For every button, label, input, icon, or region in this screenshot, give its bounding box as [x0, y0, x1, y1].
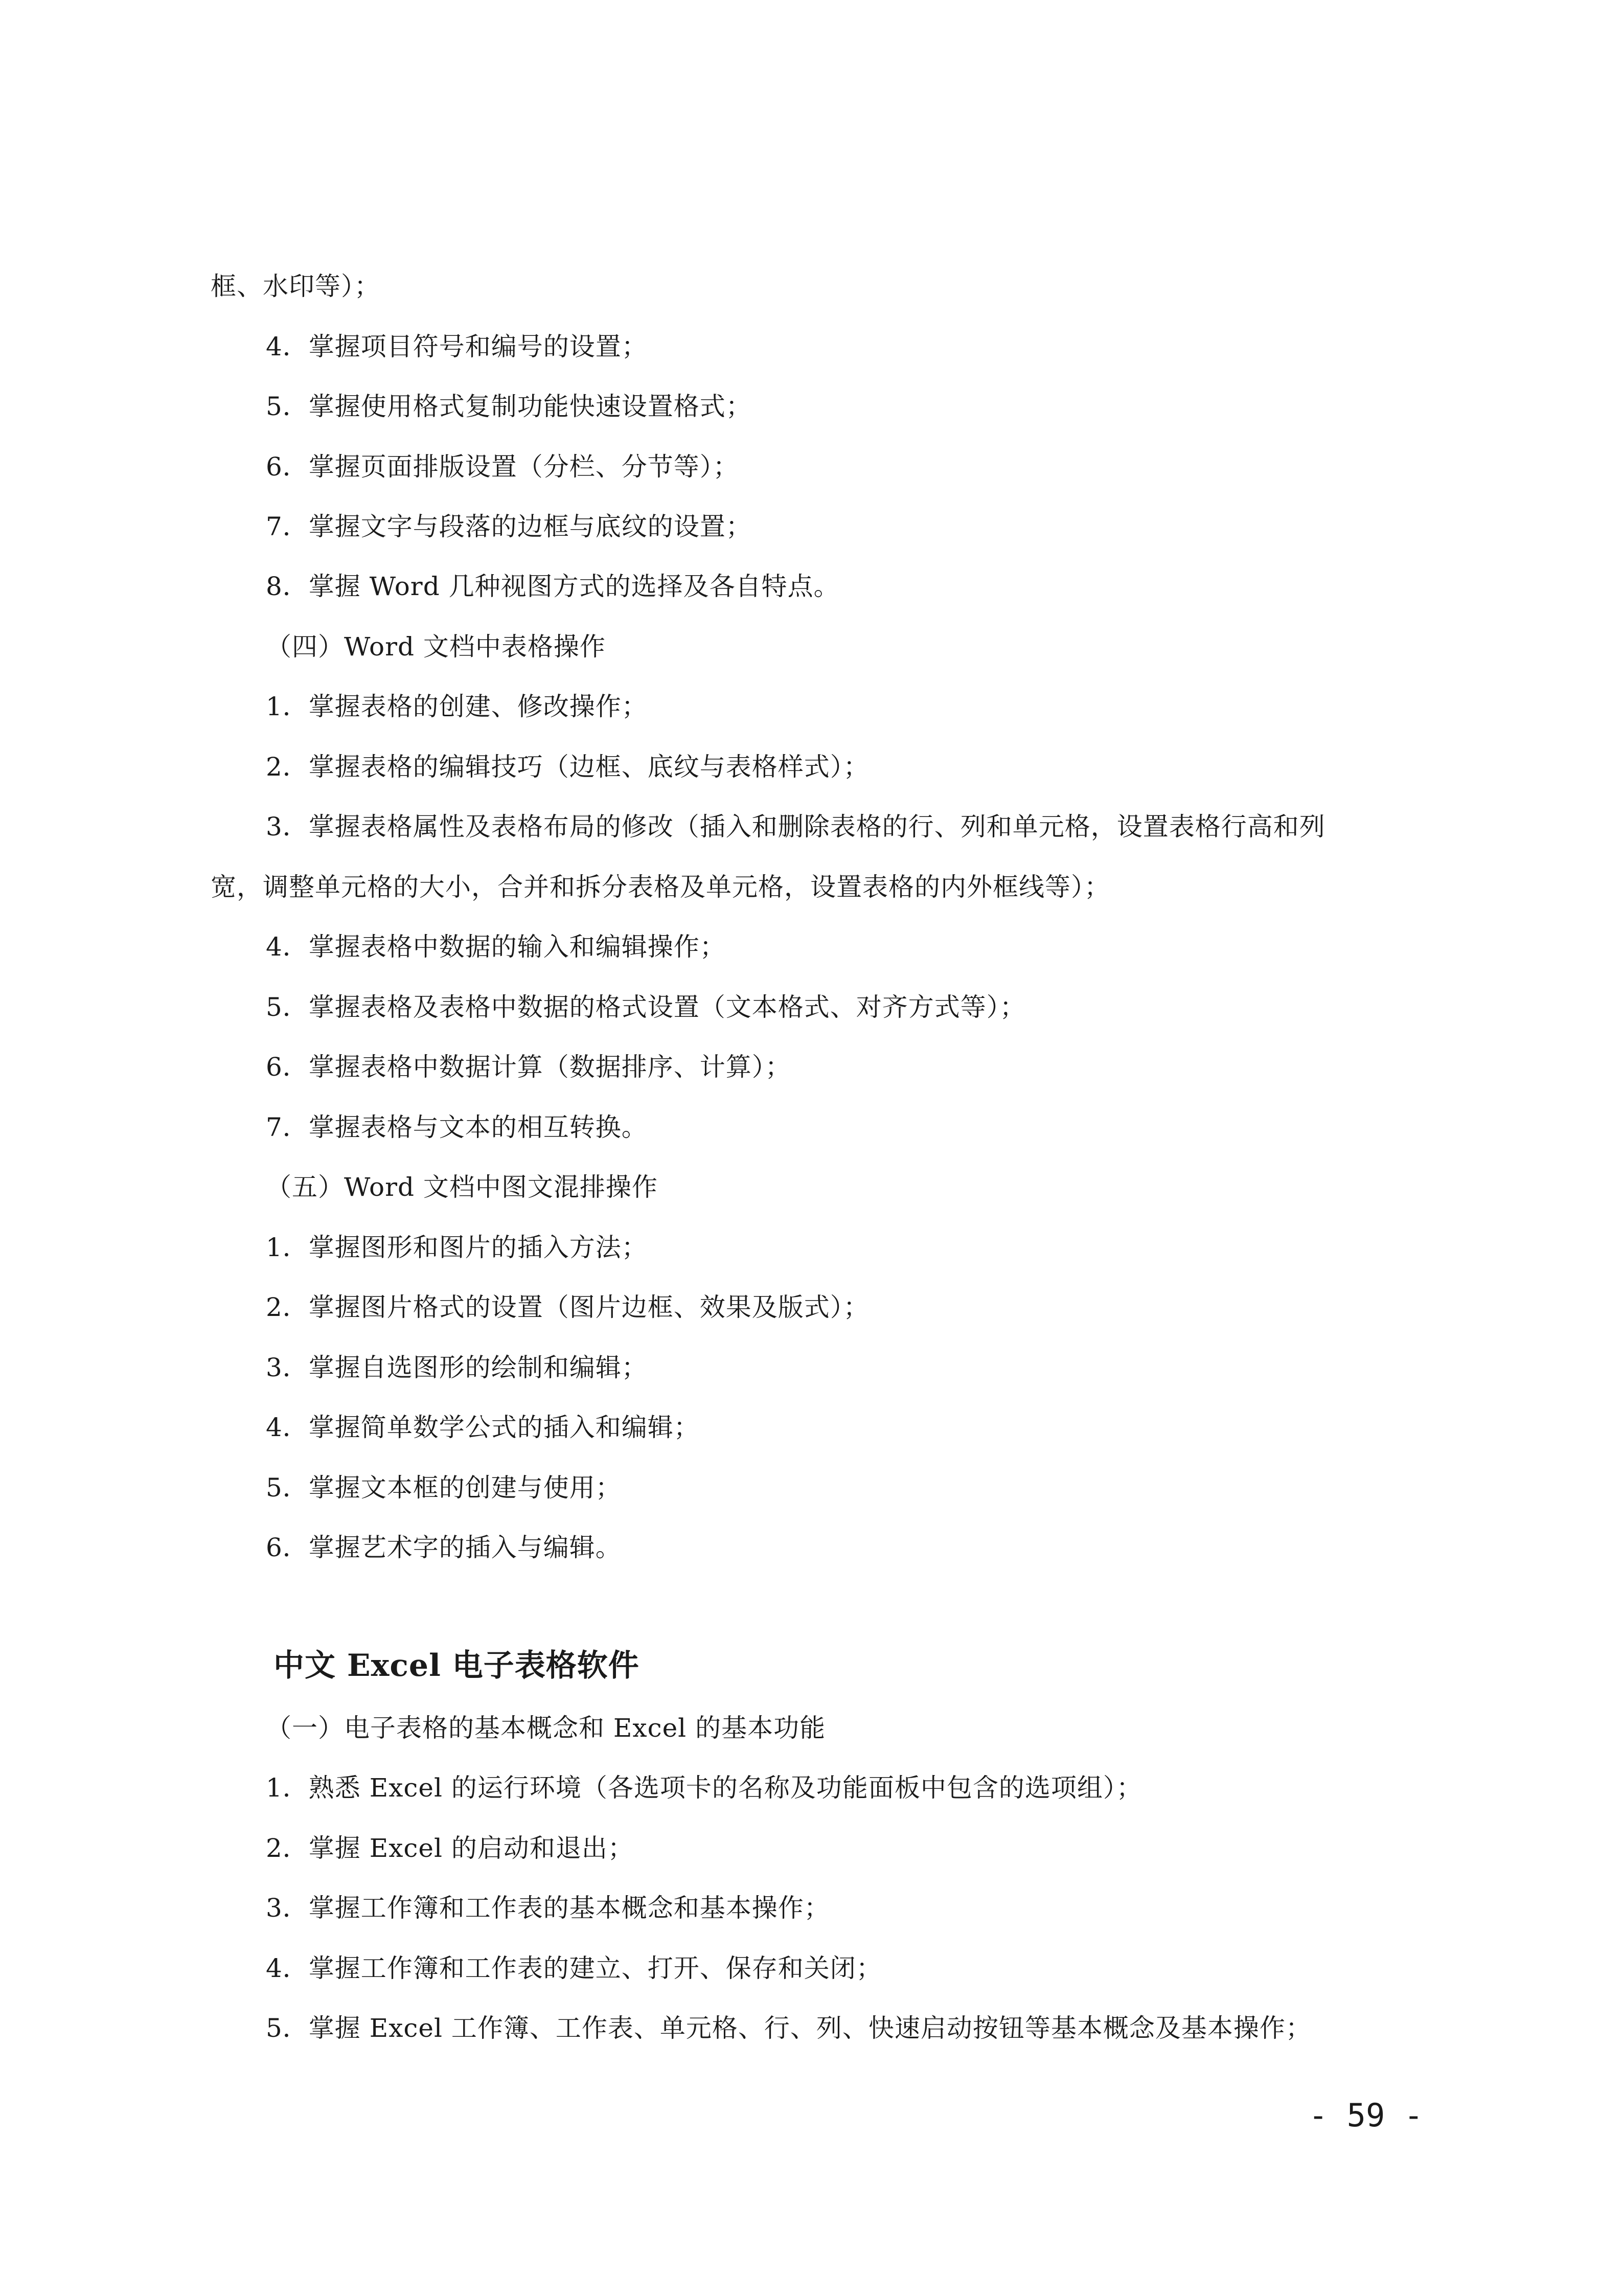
subsection-title: （五）Word 文档中图文混排操作	[266, 1172, 658, 1202]
subsection-title: （四）Word 文档中表格操作	[266, 632, 606, 662]
list-item: 4．掌握表格中数据的输入和编辑操作；	[266, 932, 726, 962]
subsection-title: （一）电子表格的基本概念和 Excel 的基本功能	[266, 1713, 826, 1743]
list-item: 5．掌握文本框的创建与使用；	[266, 1473, 622, 1503]
list-item: 3．掌握表格属性及表格布局的修改（插入和删除表格的行、列和单元格，设置表格行高和列	[266, 812, 1325, 842]
list-item: 5．掌握 Excel 工作簿、工作表、单元格、行、列、快速启动按钮等基本概念及基本操作；	[266, 2013, 1312, 2043]
list-item: 1．掌握表格的创建、修改操作；	[266, 692, 648, 721]
text-line: 宽，调整单元格的大小，合并和拆分表格及单元格，设置表格的内外框线等）；	[211, 872, 1110, 902]
list-item: 2．掌握表格的编辑技巧（边框、底纹与表格样式）；	[266, 752, 870, 782]
list-item: 3．掌握自选图形的绘制和编辑；	[266, 1353, 648, 1382]
section-heading: 中文 Excel 电子表格软件	[273, 1648, 639, 1684]
list-item: 1．熟悉 Excel 的运行环境（各选项卡的名称及功能面板中包含的选项组）；	[266, 1773, 1142, 1803]
list-item: 4．掌握简单数学公式的插入和编辑；	[266, 1413, 700, 1442]
text-line: 框、水印等）；	[211, 271, 380, 301]
list-item: 6．掌握艺术字的插入与编辑。	[266, 1533, 622, 1562]
list-item: 2．掌握图片格式的设置（图片边框、效果及版式）；	[266, 1292, 870, 1322]
list-item: 8．掌握 Word 几种视图方式的选择及各自特点。	[266, 572, 840, 601]
list-item: 5．掌握使用格式复制功能快速设置格式；	[266, 392, 752, 421]
list-item: 2．掌握 Excel 的启动和退出；	[266, 1833, 634, 1863]
page-number: - 59 -	[1309, 2097, 1423, 2134]
list-item: 5．掌握表格及表格中数据的格式设置（文本格式、对齐方式等）；	[266, 992, 1026, 1022]
list-item: 7．掌握表格与文本的相互转换。	[266, 1112, 648, 1142]
list-item: 1．掌握图形和图片的插入方法；	[266, 1233, 648, 1262]
list-item: 3．掌握工作簿和工作表的基本概念和基本操作；	[266, 1893, 830, 1923]
list-item: 6．掌握表格中数据计算（数据排序、计算）；	[266, 1052, 791, 1082]
list-item: 4．掌握项目符号和编号的设置；	[266, 332, 648, 361]
list-item: 4．掌握工作簿和工作表的建立、打开、保存和关闭；	[266, 1953, 882, 1983]
list-item: 6．掌握页面排版设置（分栏、分节等）；	[266, 452, 739, 482]
list-item: 7．掌握文字与段落的边框与底纹的设置；	[266, 512, 752, 541]
